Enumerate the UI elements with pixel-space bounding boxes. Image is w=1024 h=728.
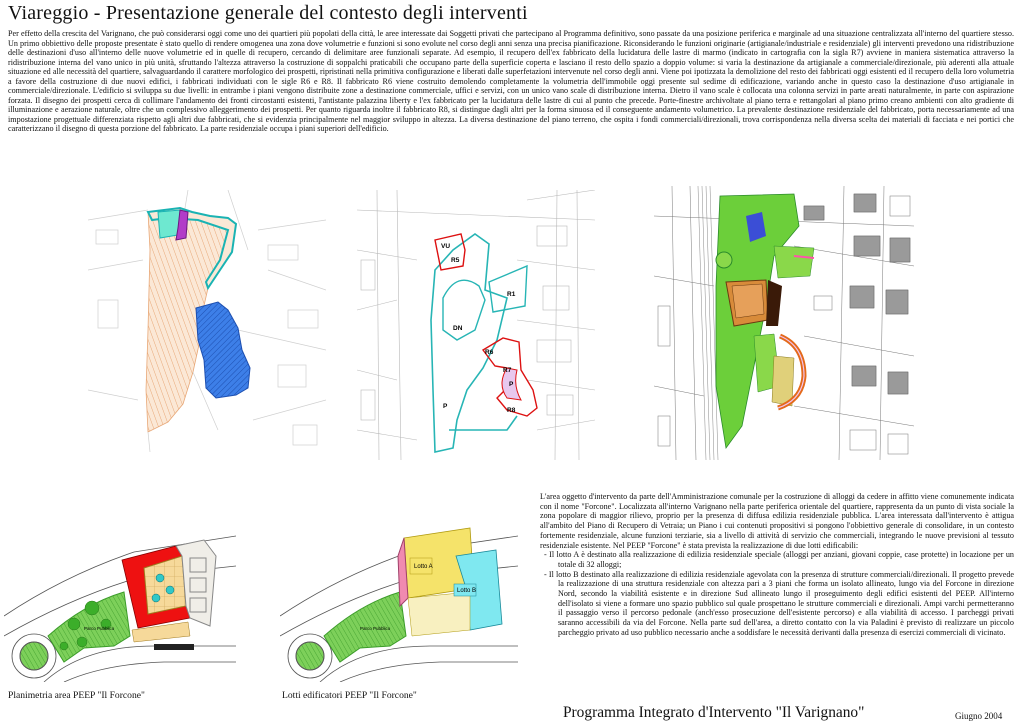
caption-planimetria: Planimetria area PEEP "Il Forcone": [8, 690, 145, 701]
footer-date: Giugno 2004: [955, 711, 1003, 721]
map-masterplan: [654, 186, 914, 460]
plot-r5: [435, 234, 465, 270]
map-peep-planimetria: [4, 496, 236, 682]
site-area-blue: [196, 302, 250, 398]
body-paragraph: L'area oggetto d'intervento da parte dell'Amministrazione comunale per la costruzione di alloggi da cedere in affitto viene comunemente indicata con il nome "Forcone". Localizzata all'interno Varignano nella parte periferica orientale del quartiere, rappresenta da un punto di vista sociale la zona popolare di maggior rilievo, proprio per la presenza di diffusa edilizia residenziale pubblica. L'area interessata dall'intervento è attigua all'ambito del Piano di Recupero di Vetraia; un Piano i cui contenuti propositivi si pongono l'obbiettivo generale di consolidare, in un contesto fortemente residenziale, alcune funzioni terziarie, sia a livello di attività di servizio che commerciali, integrando le nuove previsioni al tessuto residenziale esistente. Nel PEEP "Forcone" è stata prevista la realizzazione di due lotti edificabili:: [540, 492, 1014, 550]
label-r7: R7: [503, 367, 512, 374]
footer-title: Programma Integrato d'Intervento "Il Varignano": [563, 704, 865, 721]
label-park: Parco Pubblico: [84, 626, 115, 631]
label-vu: VU: [441, 243, 451, 250]
list-item-lotto-a: - Il lotto A è destinato alla realizzazione di edilizia residenziale speciale (alloggi per anziani, giovani coppie, case protette) in locazione per un totale di 32 alloggi;: [544, 550, 1014, 569]
body-text: [540, 492, 1014, 638]
label-r8: R8: [507, 407, 516, 414]
label-lotto-a: Lotto A: [414, 564, 433, 570]
label-p-2: P: [443, 403, 448, 410]
page-title: Viareggio - Presentazione generale del contesto degli interventi: [8, 2, 528, 24]
map-peep-lotti: [280, 496, 518, 682]
caption-lotti: Lotti edificatori PEEP "Il Forcone": [282, 690, 417, 701]
label-r6: R6: [485, 349, 494, 356]
label-dn: DN: [453, 325, 463, 332]
map-site-overview: [88, 190, 326, 460]
intro-paragraph: Per effetto della crescita del Varignano, che può considerarsi oggi come uno dei quartieri più popolati della città, le aree interessate dai Soggetti privati che partecipano al Programma definitivo, sono passate da una posizione periferica e marginale ad una situazione centralizzata all'interno del quartiere stesso. Un primo obbiettivo delle proposte presentate è stato quello di rendere omogenea una zona dove volumetrie e funzioni si sono evolute nel corso degli anni senza una precisa pianificazione. Riconsiderando le funzioni originarie (artigianale/industriale e residenziale) gli interventi prevedono una ridistribuzione delle destinazioni d'uso all'interno delle nuove volumetrie ed in quelle di recupero, cercando di delimitare aree funzionali separate. Ad esempio, il recupero dell'ex fabbricato della lucidatura delle lastre di marmo (indicato in cartografia con la sigla R7) avviene in maniera sistematica attraverso la ridistribuzione interna del vano unico in più unità, sfruttando l'altezza attraverso la costruzione di soppalchi praticabili che occupano parte della superficie coperta e lasciano il resto dello spazio a doppio volume: si varia la destinazione da artigianale a commerciale/direzionale, più aderenti alla attuale situazione ed alle necessità del quartiere, salvaguardando il carattere morfologico dei prospetti, ripristinati nella primitiva configurazione e liberati dalle superfetazioni intervenute nel corso degli anni. Viene poi ipotizzata la demolizione del resto dei fabbricati oggi esistenti ed il recupero della loro volumetria a favore della costruzione di due nuovi edifici, i fabbricati individuati con le sigle R6 e R8. Il fabbricato R6 viene costruito demolendo completamente la volumetria dell'immobile oggi presente sul sedime di edificazione, variando anche in questo caso la destinazione d'uso artigianale in commerciale/direzionale. L'edificio si sviluppa su due livelli: in entrambe i piani vengono distribuite zone a destinazione commerciale, uffici e servizi, con un unico vano scale di distribuzione interna. Dietro il vano scale è collocata una colonna servizi in parte areati naturalmente, in parte con aspirazione forzata. Il disegno dei prospetti cerca di collimare l'andamento dei fronti circostanti esistenti, l'antistante palazzina liberty e l'ex fabbricato per la lucidatura delle lastre di cui al punto che precede. Porte-finestre archivoltate al piano terra e rettangolari al piano primo creano ambienti con alto gradiente di illuminazione e aerazione naturale, oltre che un complessivo alleggerimento dei prospetti. Per quanto riguarda inoltre il fabbricato R8, si distingue dagli altri per la forma sinuosa ed il conseguente andamento volumetrico. La prevalente destinazione residenziale del fabbricato, porta necessariamente ad una impostazione progettuale differenziata rispetto agli altri due fabbricati, che si evidenzia principalmente nel maggior sviluppo in altezza. La diversa destinazione del piano terreno, che ospita i fondi commerciali/direzionali, trova corrispondenza nella diversa scelta dei materiali di facciata e nei portici che caratterizzano il disegno di questa porzione del fabbricato. La parte residenziale occupa i piani superiori dell'edificio.: [8, 29, 1014, 134]
label-p-1: P: [509, 381, 514, 388]
label-park-2: Parco Pubblico: [360, 626, 391, 631]
map-cadastral-plots: [357, 190, 595, 460]
label-lotto-b: Lotto B: [457, 588, 477, 594]
label-r5: R5: [451, 257, 460, 264]
label-r1: R1: [507, 291, 516, 298]
list-item-lotto-b: - Il lotto B destinato alla realizzazione di edilizia residenziale agevolata con la presenza di strutture commerciali/direzionali. Il progetto prevede la realizzazione di una struttura residenziale con altezza pari a 3 piani che forma un isolato allineato, lungo via del Forcone in direzione Nord, secondo la viabilità esistente e in direzione Sud allineato lungo il proseguimento degli edifici esistenti del PEEP. All'interno dell'isolato si viene a formare uno spazio pubblico sul quale prospettano le strutture commerciali e direzionali. Ampi varchi permetteranno il passaggio verso il percorso pedonale (anch'esso prosecuzione dell'esistente percorso) e alla viabilità di accesso. I parcheggi privati saranno accessibili da via del Forcone. Nella parte sud dell'area, a diretto contatto con la via Paladini è previsto di realizzare un piccolo parcheggio privato ad uso pubblico necessario anche a soddisfare le necessità derivanti dalla presenza di esercizi commerciali di vicinato.: [544, 569, 1014, 637]
